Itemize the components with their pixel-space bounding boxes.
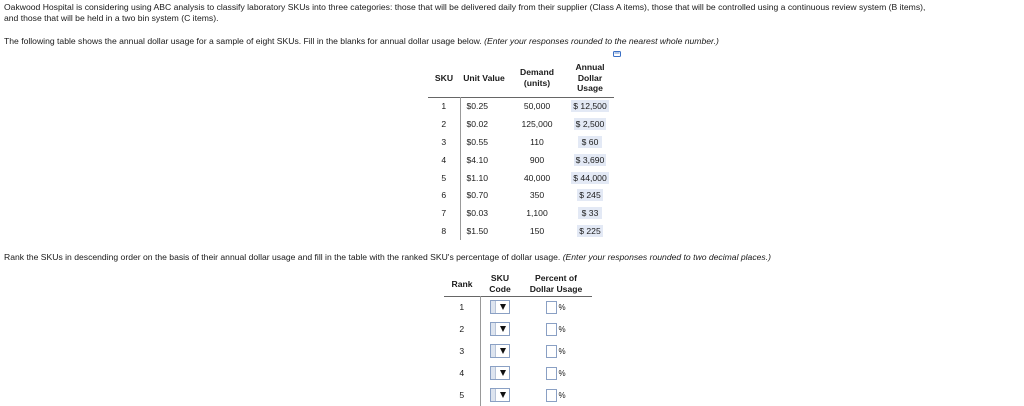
rank-instruction-text: Rank the SKUs in descending order on the basis of their annual dollar usage and fill in the table with the ranked SKU's percentage of dollar usage. [4, 252, 561, 262]
annual-usage-table [428, 59, 614, 240]
col-header-sku-code [480, 272, 520, 296]
rank-instruction-line [4, 252, 771, 263]
sku-code-dropdown[interactable] [490, 344, 510, 358]
unit-value-cell: $0.25 [466, 101, 489, 112]
col-header-adu-l2: Dollar [577, 72, 603, 83]
chevron-down-icon [500, 348, 506, 354]
percent-input[interactable] [546, 367, 557, 380]
annual-dollar-usage-answer[interactable]: $ 225 [579, 226, 601, 237]
intro-line-1: Oakwood Hospital is considering using ABC analysis to classify laboratory SKUs into three categories: those that will be delivered daily from their supplier (Class A items), those that will be controlled using a continuous review system (B items), [4, 2, 926, 12]
unit-value-cell: $1.50 [466, 226, 489, 237]
annual-dollar-usage-answer[interactable]: $ 245 [579, 190, 601, 201]
percent-input[interactable] [546, 301, 557, 314]
annual-dollar-usage-answer[interactable]: $ 44,000 [573, 172, 607, 183]
table-row [444, 340, 592, 362]
chevron-down-icon [500, 304, 506, 310]
demand-cell: 125,000 [521, 118, 553, 129]
rank-cell: 1 [444, 296, 480, 318]
col-header-demand-l1: Demand [520, 67, 554, 78]
col-header-annual-dollar-usage [566, 59, 614, 97]
ranked-sku-table [444, 272, 592, 406]
table-row [444, 362, 592, 384]
col-header-percent-dollar-usage [520, 272, 592, 296]
sku-cell: 7 [428, 204, 460, 222]
demand-cell: 40,000 [523, 172, 551, 183]
percent-unit: % [558, 346, 566, 356]
sku-cell: 8 [428, 222, 460, 240]
intro-line-2: and those that will be held in a two bin system (C items). [4, 13, 219, 23]
col-header-pct-l1: Percent of [534, 273, 578, 284]
demand-cell: 1,100 [526, 208, 548, 219]
table-row [444, 296, 592, 318]
rank-cell: 2 [444, 318, 480, 340]
percent-unit: % [558, 324, 566, 334]
table-row [428, 204, 614, 222]
sku-cell: 2 [428, 115, 460, 133]
annual-dollar-usage-answer[interactable]: $ 3,690 [575, 154, 605, 165]
copy-icon[interactable] [613, 51, 621, 57]
annual-dollar-usage-answer[interactable]: $ 2,500 [575, 118, 605, 129]
unit-value-cell: $4.10 [466, 154, 489, 165]
table-row [428, 133, 614, 151]
col-header-sku-code-l2: Code [489, 283, 511, 294]
percent-input[interactable] [546, 389, 557, 402]
chevron-down-icon [500, 326, 506, 332]
demand-cell: 50,000 [523, 101, 551, 112]
sku-code-dropdown[interactable] [490, 388, 510, 402]
annual-dollar-usage-answer[interactable]: $ 12,500 [573, 101, 607, 112]
col-header-unit-value: Unit Value [463, 72, 505, 83]
instruction-line [4, 36, 719, 47]
percent-input[interactable] [546, 323, 557, 336]
sku-cell: 5 [428, 169, 460, 187]
unit-value-cell: $0.02 [466, 118, 489, 129]
sku-cell: 6 [428, 186, 460, 204]
percent-unit: % [558, 368, 566, 378]
sku-cell: 4 [428, 151, 460, 169]
rank-cell: 5 [444, 384, 480, 406]
sku-cell: 3 [428, 133, 460, 151]
col-header-pct-l2: Dollar Usage [529, 283, 583, 294]
table-row [444, 318, 592, 340]
percent-input[interactable] [546, 345, 557, 358]
demand-cell: 110 [530, 136, 544, 147]
col-header-adu-l3: Usage [577, 83, 603, 93]
demand-cell: 150 [529, 226, 545, 237]
table-row [428, 222, 614, 240]
table-row [428, 186, 614, 204]
rank-cell: 4 [444, 362, 480, 384]
sku-cell: 1 [428, 97, 460, 115]
col-header-demand-l2: (units) [523, 77, 551, 88]
rank-cell: 3 [444, 340, 480, 362]
table-row [428, 97, 614, 115]
percent-unit: % [558, 390, 566, 400]
sku-code-dropdown[interactable] [490, 300, 510, 314]
table-row [428, 151, 614, 169]
rank-instruction-hint: (Enter your responses rounded to two decimal places.) [562, 252, 771, 262]
unit-value-cell: $0.03 [466, 208, 489, 219]
demand-cell: 900 [529, 154, 545, 165]
annual-dollar-usage-answer[interactable]: $ 33 [578, 207, 602, 219]
table-row [444, 384, 592, 406]
chevron-down-icon [500, 392, 506, 398]
col-header-adu-l1: Annual [575, 62, 605, 72]
table-row [428, 169, 614, 187]
unit-value-cell: $1.10 [466, 172, 489, 183]
instruction-text: The following table shows the annual dollar usage for a sample of eight SKUs. Fill in the blanks for annual dollar usage below. [4, 36, 482, 46]
col-header-sku-code-l1: SKU [490, 273, 510, 284]
percent-unit: % [558, 302, 566, 312]
sku-code-dropdown[interactable] [490, 366, 510, 380]
col-header-rank: Rank [451, 278, 473, 289]
col-header-sku: SKU [434, 72, 454, 83]
unit-value-cell: $0.70 [466, 190, 489, 201]
instruction-hint: (Enter your responses rounded to the nearest whole number.) [484, 36, 719, 46]
col-header-demand [508, 59, 566, 97]
chevron-down-icon [500, 370, 506, 376]
demand-cell: 350 [529, 190, 545, 201]
table-row [428, 115, 614, 133]
unit-value-cell: $0.55 [466, 136, 489, 147]
sku-code-dropdown[interactable] [490, 322, 510, 336]
annual-dollar-usage-answer[interactable]: $ 60 [578, 136, 602, 148]
